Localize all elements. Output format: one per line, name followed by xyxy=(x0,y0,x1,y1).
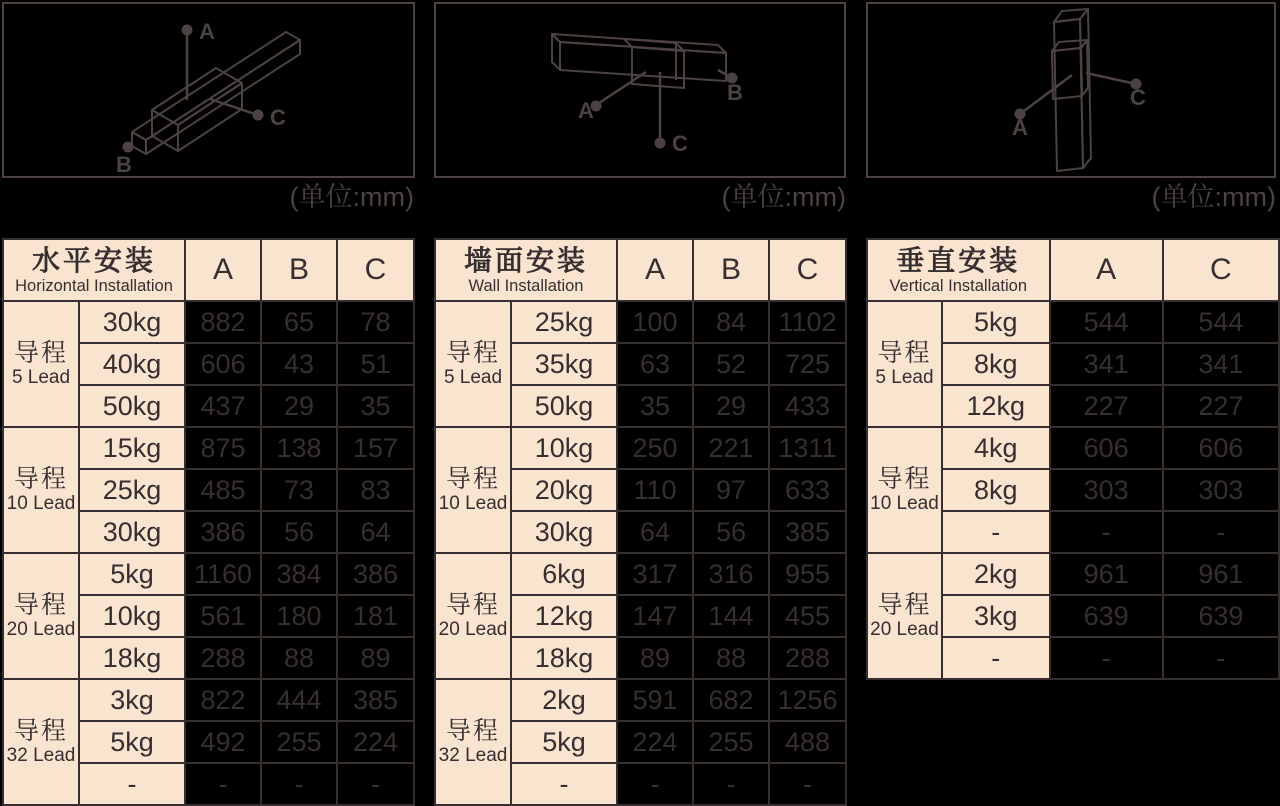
lead-en: 20 Lead xyxy=(870,618,939,640)
value-cell: 639 xyxy=(1163,595,1279,637)
load-cell: 5kg xyxy=(79,721,185,763)
value-cell: 1256 xyxy=(769,679,846,721)
col-header-a: A xyxy=(617,239,693,301)
value-cell: 1311 xyxy=(769,427,846,469)
value-cell: 89 xyxy=(337,637,414,679)
value-cell: 250 xyxy=(617,427,693,469)
col-header-b: B xyxy=(693,239,769,301)
table-title-zh: 垂直安装 xyxy=(896,244,1021,276)
spec-table xyxy=(866,238,1280,680)
load-cell: 18kg xyxy=(511,637,617,679)
lead-cell xyxy=(867,427,942,553)
load-cell: - xyxy=(79,763,185,805)
value-cell: 224 xyxy=(337,721,414,763)
unit-label: (单位:mm) xyxy=(1151,182,1276,212)
load-cell: - xyxy=(511,763,617,805)
value-cell: 64 xyxy=(337,511,414,553)
value-cell: 606 xyxy=(1163,427,1279,469)
spec-table xyxy=(2,238,415,806)
point-c-label: C xyxy=(1130,85,1146,110)
value-cell: 221 xyxy=(693,427,769,469)
lead-cell xyxy=(3,553,79,679)
lead-zh: 导程 xyxy=(877,465,932,494)
lead-zh: 导程 xyxy=(13,591,68,620)
table-title-cell xyxy=(867,239,1050,301)
lead-cell xyxy=(3,427,79,553)
load-cell: 18kg xyxy=(79,637,185,679)
table-title-zh: 墙面安装 xyxy=(463,244,588,276)
load-cell: 3kg xyxy=(942,595,1050,637)
col-header-a: A xyxy=(185,239,261,301)
value-cell: 180 xyxy=(261,595,337,637)
value-cell: 606 xyxy=(185,343,261,385)
point-c-dot xyxy=(655,138,666,149)
load-cell: 25kg xyxy=(79,469,185,511)
value-cell: 437 xyxy=(185,385,261,427)
value-cell: - xyxy=(1163,511,1279,553)
value-cell: 288 xyxy=(185,637,261,679)
load-cell: 50kg xyxy=(511,385,617,427)
lead-zh: 导程 xyxy=(877,591,932,620)
value-cell: 255 xyxy=(693,721,769,763)
lead-en: 10 Lead xyxy=(6,492,76,514)
load-cell: 2kg xyxy=(942,553,1050,595)
table-row xyxy=(3,301,414,343)
table-title-en: Wall Installation xyxy=(468,277,584,296)
load-cell: 5kg xyxy=(942,301,1050,343)
value-cell: 43 xyxy=(261,343,337,385)
lead-zh: 导程 xyxy=(445,717,500,746)
load-cell: 2kg xyxy=(511,679,617,721)
value-cell: 433 xyxy=(769,385,846,427)
value-cell: 544 xyxy=(1163,301,1279,343)
lead-cell xyxy=(435,301,511,427)
value-cell: 63 xyxy=(617,343,693,385)
value-cell: 444 xyxy=(261,679,337,721)
value-cell: 882 xyxy=(185,301,261,343)
value-cell: 725 xyxy=(769,343,846,385)
value-cell: 138 xyxy=(261,427,337,469)
value-cell: 288 xyxy=(769,637,846,679)
value-cell: 35 xyxy=(337,385,414,427)
value-cell: 157 xyxy=(337,427,414,469)
load-cell: 6kg xyxy=(511,553,617,595)
value-cell: 1102 xyxy=(769,301,846,343)
value-cell: 682 xyxy=(693,679,769,721)
value-cell: 341 xyxy=(1163,343,1279,385)
point-c-label: C xyxy=(672,131,688,156)
value-cell: 29 xyxy=(261,385,337,427)
value-cell: 64 xyxy=(617,511,693,553)
point-b-label: B xyxy=(116,152,132,176)
unit-label: (单位:mm) xyxy=(721,182,846,212)
value-cell: - xyxy=(769,763,846,805)
point-c-label: C xyxy=(270,105,286,130)
table-horizontal-installation xyxy=(2,238,415,806)
col-header-b: B xyxy=(261,239,337,301)
value-cell: 485 xyxy=(185,469,261,511)
value-cell: 317 xyxy=(617,553,693,595)
lead-zh: 导程 xyxy=(13,339,68,368)
lead-zh: 导程 xyxy=(13,465,68,494)
value-cell: 822 xyxy=(185,679,261,721)
value-cell: 492 xyxy=(185,721,261,763)
table-row xyxy=(435,679,846,721)
value-cell: 384 xyxy=(261,553,337,595)
point-a-label: A xyxy=(578,98,594,123)
value-cell: 955 xyxy=(769,553,846,595)
load-cell: 30kg xyxy=(511,511,617,553)
value-cell: 73 xyxy=(261,469,337,511)
lead-en: 20 Lead xyxy=(438,618,508,640)
value-cell: 144 xyxy=(693,595,769,637)
value-cell: 386 xyxy=(185,511,261,553)
lead-en: 32 Lead xyxy=(438,744,508,766)
load-cell: 10kg xyxy=(79,595,185,637)
lead-cell xyxy=(435,553,511,679)
value-cell: 639 xyxy=(1050,595,1163,637)
value-cell: 52 xyxy=(693,343,769,385)
lead-cell xyxy=(435,679,511,805)
load-cell: 3kg xyxy=(79,679,185,721)
value-cell: - xyxy=(261,763,337,805)
point-a-label: A xyxy=(1012,115,1028,140)
value-cell: 56 xyxy=(693,511,769,553)
table-row xyxy=(435,427,846,469)
load-cell: 12kg xyxy=(511,595,617,637)
point-b-label: B xyxy=(727,80,743,105)
value-cell: - xyxy=(693,763,769,805)
lead-zh: 导程 xyxy=(877,339,932,368)
value-cell: 255 xyxy=(261,721,337,763)
value-cell: - xyxy=(185,763,261,805)
spec-table xyxy=(434,238,847,806)
lead-zh: 导程 xyxy=(445,591,500,620)
load-cell: 8kg xyxy=(942,469,1050,511)
value-cell: - xyxy=(1050,637,1163,679)
load-cell: 35kg xyxy=(511,343,617,385)
value-cell: 97 xyxy=(693,469,769,511)
value-cell: - xyxy=(337,763,414,805)
value-cell: - xyxy=(1163,637,1279,679)
value-cell: 386 xyxy=(337,553,414,595)
value-cell: 147 xyxy=(617,595,693,637)
value-cell: 224 xyxy=(617,721,693,763)
load-cell: 25kg xyxy=(511,301,617,343)
load-cell: 30kg xyxy=(79,301,185,343)
value-cell: 89 xyxy=(617,637,693,679)
value-cell: 591 xyxy=(617,679,693,721)
lead-en: 20 Lead xyxy=(6,618,76,640)
table-row xyxy=(3,553,414,595)
lead-zh: 导程 xyxy=(445,339,500,368)
lead-en: 10 Lead xyxy=(438,492,508,514)
load-cell: 5kg xyxy=(511,721,617,763)
lead-en: 32 Lead xyxy=(6,744,76,766)
col-header-c: C xyxy=(337,239,414,301)
value-cell: 88 xyxy=(693,637,769,679)
value-cell: 65 xyxy=(261,301,337,343)
lead-cell xyxy=(3,679,79,805)
diagram-horizontal-installation xyxy=(2,2,415,178)
table-row xyxy=(435,553,846,595)
value-cell: 78 xyxy=(337,301,414,343)
value-cell: 316 xyxy=(693,553,769,595)
value-cell: 961 xyxy=(1163,553,1279,595)
value-cell: 83 xyxy=(337,469,414,511)
lead-cell xyxy=(3,301,79,427)
load-cell: - xyxy=(942,637,1050,679)
load-cell: 50kg xyxy=(79,385,185,427)
load-cell: 30kg xyxy=(79,511,185,553)
table-row xyxy=(867,427,1279,469)
load-cell: 10kg xyxy=(511,427,617,469)
load-cell: 8kg xyxy=(942,343,1050,385)
col-header-a: A xyxy=(1050,239,1163,301)
value-cell: 455 xyxy=(769,595,846,637)
vertical-rail-wireframe xyxy=(868,4,1274,176)
lead-cell xyxy=(435,427,511,553)
lead-zh: 导程 xyxy=(13,717,68,746)
value-cell: 303 xyxy=(1050,469,1163,511)
table-title-en: Horizontal Installation xyxy=(15,277,173,296)
load-cell: 15kg xyxy=(79,427,185,469)
table-vertical-installation xyxy=(866,238,1280,680)
value-cell: 51 xyxy=(337,343,414,385)
table-row xyxy=(867,301,1279,343)
value-cell: 385 xyxy=(769,511,846,553)
value-cell: 29 xyxy=(693,385,769,427)
value-cell: 1160 xyxy=(185,553,261,595)
value-cell: 961 xyxy=(1050,553,1163,595)
table-row xyxy=(867,553,1279,595)
table-row xyxy=(3,679,414,721)
value-cell: 35 xyxy=(617,385,693,427)
value-cell: 181 xyxy=(337,595,414,637)
lead-en: 10 Lead xyxy=(870,492,939,514)
col-header-c: C xyxy=(1163,239,1279,301)
table-title-cell xyxy=(3,239,185,301)
table-title-zh: 水平安装 xyxy=(31,244,156,276)
lead-zh: 导程 xyxy=(445,465,500,494)
point-a-dot xyxy=(182,25,193,36)
load-cell: 4kg xyxy=(942,427,1050,469)
load-cell: 20kg xyxy=(511,469,617,511)
diagram-vertical-installation xyxy=(866,2,1276,178)
value-cell: 544 xyxy=(1050,301,1163,343)
unit-label: (单位:mm) xyxy=(289,182,414,212)
table-row xyxy=(3,427,414,469)
value-cell: 227 xyxy=(1050,385,1163,427)
horizontal-rail-wireframe xyxy=(4,4,413,176)
col-header-c: C xyxy=(769,239,846,301)
value-cell: 875 xyxy=(185,427,261,469)
lead-cell xyxy=(867,301,942,427)
value-cell: 110 xyxy=(617,469,693,511)
value-cell: 633 xyxy=(769,469,846,511)
lead-cell xyxy=(867,553,942,679)
value-cell: 385 xyxy=(337,679,414,721)
lead-en: 5 Lead xyxy=(11,366,71,388)
point-b-dot xyxy=(123,142,134,153)
point-a-label: A xyxy=(199,19,215,44)
value-cell: 88 xyxy=(261,637,337,679)
value-cell: 606 xyxy=(1050,427,1163,469)
load-cell: 40kg xyxy=(79,343,185,385)
value-cell: 100 xyxy=(617,301,693,343)
table-title-en: Vertical Installation xyxy=(889,277,1028,296)
diagram-wall-installation xyxy=(434,2,846,178)
point-c-dot xyxy=(253,110,264,121)
lead-en: 5 Lead xyxy=(443,366,503,388)
table-title-cell xyxy=(435,239,617,301)
load-cell: 5kg xyxy=(79,553,185,595)
value-cell: - xyxy=(1050,511,1163,553)
value-cell: 488 xyxy=(769,721,846,763)
load-cell: 12kg xyxy=(942,385,1050,427)
load-cell: - xyxy=(942,511,1050,553)
value-cell: 227 xyxy=(1163,385,1279,427)
lead-en: 5 Lead xyxy=(875,366,934,388)
value-cell: - xyxy=(617,763,693,805)
value-cell: 561 xyxy=(185,595,261,637)
table-row xyxy=(435,301,846,343)
value-cell: 303 xyxy=(1163,469,1279,511)
value-cell: 56 xyxy=(261,511,337,553)
table-wall-installation xyxy=(434,238,847,806)
value-cell: 341 xyxy=(1050,343,1163,385)
value-cell: 84 xyxy=(693,301,769,343)
wall-rail-wireframe xyxy=(436,4,844,176)
